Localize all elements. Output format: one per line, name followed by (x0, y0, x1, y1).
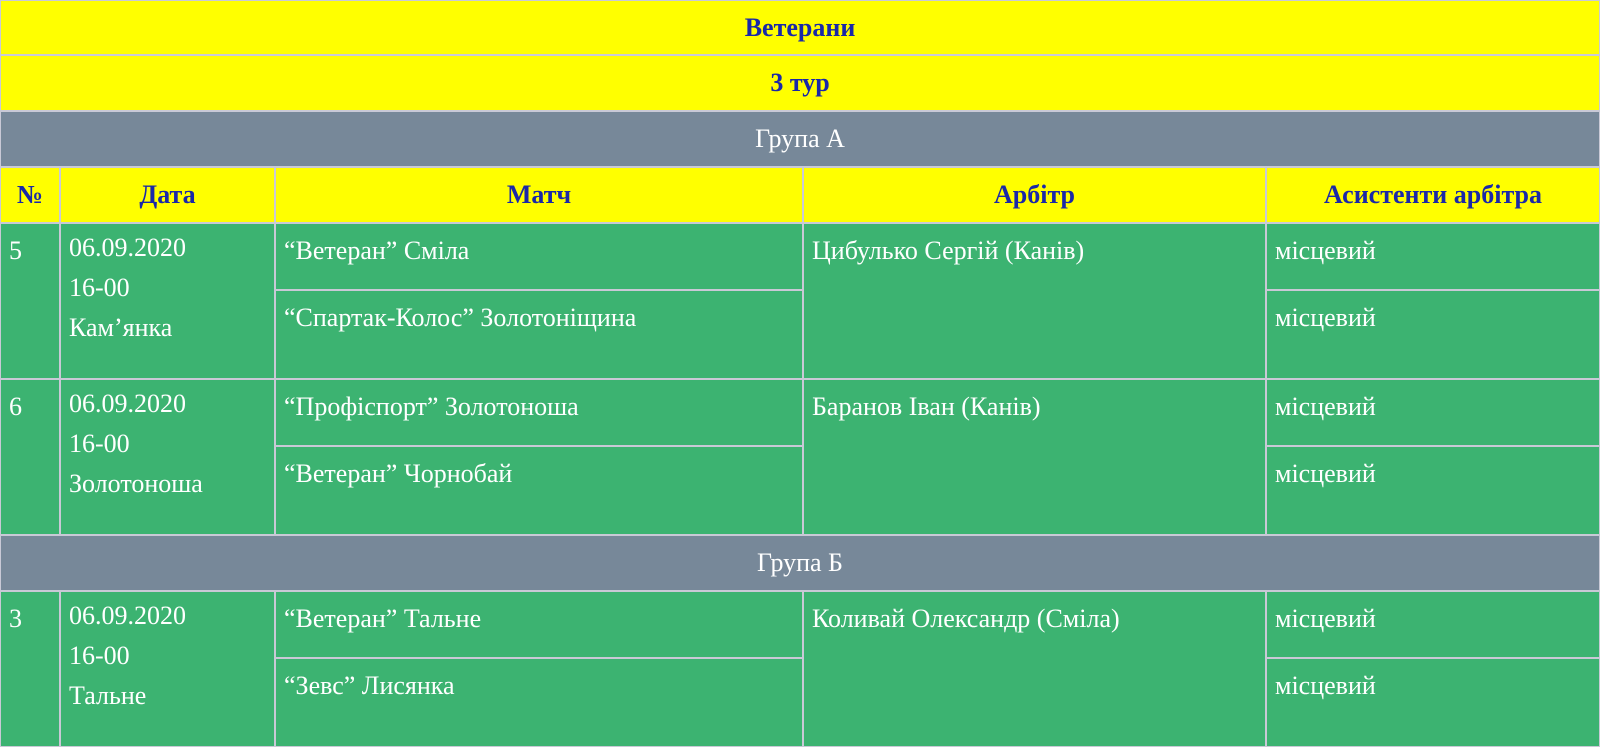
assistant-2 (1266, 658, 1600, 747)
match-time: 16-00 (69, 429, 130, 458)
referee (803, 223, 1266, 379)
assistant-1 (1266, 379, 1600, 446)
home-team-text: “Ветеран” Тальне (284, 604, 482, 633)
assistant-1 (1266, 591, 1600, 658)
assistant-1-text: місцевий (1275, 236, 1376, 265)
assistant-2 (1266, 446, 1600, 535)
column-header-num: № (0, 167, 60, 223)
assistant-2-text: місцевий (1275, 459, 1376, 488)
home-team-text: “Ветеран” Сміла (284, 236, 470, 265)
round-row (0, 55, 1600, 111)
match-place: Тальне (69, 681, 147, 710)
away-team (275, 658, 803, 747)
table-row (0, 591, 1600, 658)
round-title: 3 тур (0, 55, 1600, 111)
match-number (0, 379, 60, 535)
assistant-2-text: місцевий (1275, 671, 1376, 700)
column-header-date: Дата (60, 167, 275, 223)
match-time: 16-00 (69, 273, 130, 302)
home-team (275, 379, 803, 446)
away-team (275, 290, 803, 379)
referee-text: Баранов Іван (Канів) (812, 392, 1041, 421)
column-header-match: Матч (275, 167, 803, 223)
away-team-text: “Зевс” Лисянка (284, 671, 455, 700)
group-row (0, 111, 1600, 167)
referee-text: Коливай Олександр (Сміла) (812, 604, 1120, 633)
match-time: 16-00 (69, 641, 130, 670)
match-number (0, 591, 60, 747)
group-row (0, 535, 1600, 591)
match-number-text: 5 (9, 236, 22, 265)
table-row (0, 379, 1600, 446)
match-number-text: 6 (9, 392, 22, 421)
assistant-2-text: місцевий (1275, 303, 1376, 332)
match-place: Золотоноша (69, 469, 203, 498)
match-date: 06.09.2020 (69, 601, 186, 630)
away-team (275, 446, 803, 535)
column-header-assistants: Асистенти арбітра (1266, 167, 1600, 223)
match-place: Кам’янка (69, 313, 173, 342)
match-datetime (60, 379, 275, 535)
home-team-text: “Профіспорт” Золотоноша (284, 392, 579, 421)
table-row (0, 223, 1600, 290)
group-title: Група А (0, 111, 1600, 167)
group-title: Група Б (0, 535, 1600, 591)
match-number (0, 223, 60, 379)
assistant-1-text: місцевий (1275, 392, 1376, 421)
home-team (275, 223, 803, 290)
match-datetime (60, 591, 275, 747)
assistant-1 (1266, 223, 1600, 290)
match-datetime (60, 223, 275, 379)
match-date: 06.09.2020 (69, 233, 186, 262)
referee-text: Цибулько Сергій (Канів) (812, 236, 1085, 265)
referee (803, 379, 1266, 535)
title-row (0, 0, 1600, 55)
header-row (0, 167, 1600, 223)
match-date: 06.09.2020 (69, 389, 186, 418)
assistant-2 (1266, 290, 1600, 379)
referee (803, 591, 1266, 747)
away-team-text: “Спартак-Колос” Золотоніщина (284, 303, 637, 332)
page-title: Ветерани (0, 0, 1600, 55)
match-number-text: 3 (9, 604, 22, 633)
assistant-1-text: місцевий (1275, 604, 1376, 633)
column-header-referee: Арбітр (803, 167, 1266, 223)
away-team-text: “Ветеран” Чорнобай (284, 459, 513, 488)
home-team (275, 591, 803, 658)
